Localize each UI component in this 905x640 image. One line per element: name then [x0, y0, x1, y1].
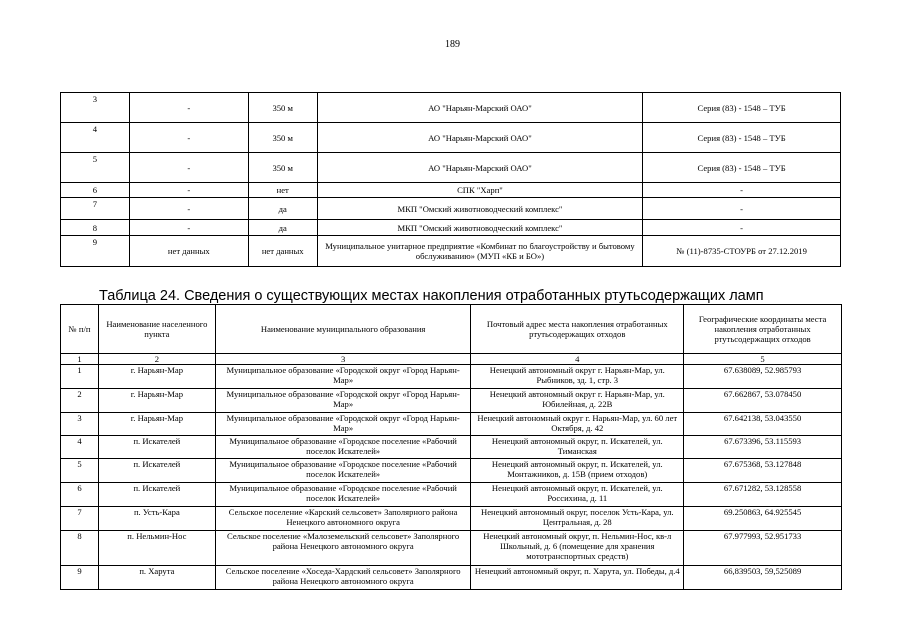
table-row — [61, 531, 842, 566]
address-cell: Ненецкий автономный округ, поселок Усть-Кара, ул. Центральная, д. 28 — [471, 507, 684, 531]
table-row — [61, 507, 842, 531]
column-number-row — [61, 354, 842, 365]
column-number: 4 — [471, 354, 684, 365]
row-number-cell: 8 — [61, 531, 99, 566]
municipality-cell: Сельское поселение «Карский сельсовет» Заполярного района Ненецкого автономного округа — [215, 507, 471, 531]
coordinates-cell: 67.638089, 52.985793 — [684, 365, 842, 389]
header-cell: Почтовый адрес места накопления отработанных ртутьсодержащих отходов — [471, 305, 684, 354]
table-row — [61, 389, 842, 413]
table-cell: нет данных — [248, 236, 317, 267]
address-cell: Ненецкий автономный округ г. Нарьян-Мар, ул. 60 лет Октября, д. 42 — [471, 413, 684, 436]
coordinates-cell: 66,839503, 59,525089 — [684, 566, 842, 590]
table-row — [61, 183, 841, 198]
table-row — [61, 459, 842, 483]
row-number-cell: 6 — [61, 183, 130, 198]
coordinates-cell: 67.671282, 53.128558 — [684, 483, 842, 507]
page-number: 189 — [445, 39, 460, 50]
row-number-cell: 3 — [61, 413, 99, 436]
table-cell: 350 м — [248, 123, 317, 153]
settlement-cell: г. Нарьян-Мар — [98, 365, 215, 389]
table-cell: - — [643, 183, 841, 198]
row-number-cell: 3 — [61, 93, 130, 123]
row-number-cell: 4 — [61, 123, 130, 153]
municipality-cell: Сельское поселение «Малоземельский сельсовет» Заполярного района Ненецкого автономного округа — [215, 531, 471, 566]
coordinates-cell: 67.673396, 53.115593 — [684, 436, 842, 459]
table-row — [61, 566, 842, 590]
table-cell: - — [129, 123, 248, 153]
table-cell: МКП "Омский животноводческий комплекс" — [317, 198, 643, 220]
column-number: 1 — [61, 354, 99, 365]
row-number-cell: 9 — [61, 566, 99, 590]
table-cell: МКП "Омский животноводческий комплекс" — [317, 220, 643, 236]
column-number: 3 — [215, 354, 471, 365]
address-cell: Ненецкий автономный округ, п. Нельмин-Нос, кв-л Школьный, д. 6 (помещение для хранения мототранспортных средств) — [471, 531, 684, 566]
row-number-cell: 9 — [61, 236, 130, 267]
address-cell: Ненецкий автономный округ, п. Искателей, ул. Тиманская — [471, 436, 684, 459]
table-cell: СПК "Харп" — [317, 183, 643, 198]
municipality-cell: Муниципальное образование «Городское поселение «Рабочий поселок Искателей» — [215, 436, 471, 459]
header-cell: Наименование населенного пункта — [98, 305, 215, 354]
table-cell: Серия (83) - 1548 – ТУБ — [643, 123, 841, 153]
table-cell: - — [129, 183, 248, 198]
settlement-cell: г. Нарьян-Мар — [98, 413, 215, 436]
settlement-cell: п. Харута — [98, 566, 215, 590]
row-number-cell: 4 — [61, 436, 99, 459]
column-number: 2 — [98, 354, 215, 365]
table-row — [61, 153, 841, 183]
municipality-cell: Муниципальное образование «Городской округ «Город Нарьян-Мар» — [215, 389, 471, 413]
row-number-cell: 5 — [61, 153, 130, 183]
settlement-cell: п. Искателей — [98, 459, 215, 483]
table-row — [61, 483, 842, 507]
settlement-cell: г. Нарьян-Мар — [98, 389, 215, 413]
table-row — [61, 198, 841, 220]
row-number-cell: 7 — [61, 507, 99, 531]
coordinates-cell: 67.662867, 53.078450 — [684, 389, 842, 413]
table-row — [61, 436, 842, 459]
table-header-row — [61, 305, 842, 354]
municipality-cell: Муниципальное образование «Городской округ «Город Нарьян-Мар» — [215, 365, 471, 389]
header-cell: Географические координаты места накопления отработанных ртутьсодержащих отходов — [684, 305, 842, 354]
coordinates-cell: 67.977993, 52.951733 — [684, 531, 842, 566]
table-cell: да — [248, 220, 317, 236]
address-cell: Ненецкий автономный округ г. Нарьян-Мар, ул. Рыбников, зд. 1, стр. 3 — [471, 365, 684, 389]
coordinates-cell: 67.642138, 53.043550 — [684, 413, 842, 436]
coordinates-cell: 69.250863, 64.925545 — [684, 507, 842, 531]
settlement-cell: п. Нельмин-Нос — [98, 531, 215, 566]
table-cell: 350 м — [248, 153, 317, 183]
table-cell: да — [248, 198, 317, 220]
table-row — [61, 365, 842, 389]
settlement-cell: п. Усть-Кара — [98, 507, 215, 531]
municipality-cell: Муниципальное образование «Городское поселение «Рабочий поселок Искателей» — [215, 459, 471, 483]
waste-sites-table-continued — [60, 92, 841, 267]
table-cell: АО "Нарьян-Марский ОАО" — [317, 93, 643, 123]
coordinates-cell: 67.675368, 53.127848 — [684, 459, 842, 483]
table-cell: Серия (83) - 1548 – ТУБ — [643, 153, 841, 183]
table-cell: - — [643, 198, 841, 220]
municipality-cell: Муниципальное образование «Городской округ «Город Нарьян-Мар» — [215, 413, 471, 436]
table-row — [61, 220, 841, 236]
row-number-cell: 1 — [61, 365, 99, 389]
settlement-cell: п. Искателей — [98, 436, 215, 459]
table-cell: - — [129, 93, 248, 123]
table-cell: Серия (83) - 1548 – ТУБ — [643, 93, 841, 123]
table-cell: № (11)-8735-СТОУРБ от 27.12.2019 — [643, 236, 841, 267]
table-row — [61, 93, 841, 123]
header-cell: № п/п — [61, 305, 99, 354]
municipality-cell: Муниципальное образование «Городское поселение «Рабочий поселок Искателей» — [215, 483, 471, 507]
table-cell: нет — [248, 183, 317, 198]
table-cell: АО "Нарьян-Марский ОАО" — [317, 123, 643, 153]
municipality-cell: Сельское поселение «Хоседа-Хардский сельсовет» Заполярного района Ненецкого автономного округа — [215, 566, 471, 590]
row-number-cell: 7 — [61, 198, 130, 220]
mercury-lamp-sites-table — [60, 304, 842, 590]
settlement-cell: п. Искателей — [98, 483, 215, 507]
address-cell: Ненецкий автономный округ г. Нарьян-Мар, ул. Юбилейная, д. 22В — [471, 389, 684, 413]
header-cell: Наименование муниципального образования — [215, 305, 471, 354]
row-number-cell: 5 — [61, 459, 99, 483]
row-number-cell: 2 — [61, 389, 99, 413]
table-row — [61, 413, 842, 436]
address-cell: Ненецкий автономный округ, п. Искателей, ул. Россихина, д. 11 — [471, 483, 684, 507]
table-cell: - — [643, 220, 841, 236]
table-cell: - — [129, 220, 248, 236]
table-cell: Муниципальное унитарное предприятие «Комбинат по благоустройству и бытовому обслуживанию» (МУП «КБ и БО») — [317, 236, 643, 267]
table-cell: - — [129, 198, 248, 220]
address-cell: Ненецкий автономный округ, п. Харута, ул. Победы, д.4 — [471, 566, 684, 590]
column-number: 5 — [684, 354, 842, 365]
row-number-cell: 6 — [61, 483, 99, 507]
table-cell: нет данных — [129, 236, 248, 267]
table-row — [61, 236, 841, 267]
row-number-cell: 8 — [61, 220, 130, 236]
table-caption: Таблица 24. Сведения о существующих местах накопления отработанных ртутьсодержащих ламп — [99, 288, 764, 304]
table-cell: АО "Нарьян-Марский ОАО" — [317, 153, 643, 183]
table-cell: - — [129, 153, 248, 183]
address-cell: Ненецкий автономный округ, п. Искателей, ул. Монтажников, д. 15В (прием отходов) — [471, 459, 684, 483]
table-cell: 350 м — [248, 93, 317, 123]
table-row — [61, 123, 841, 153]
